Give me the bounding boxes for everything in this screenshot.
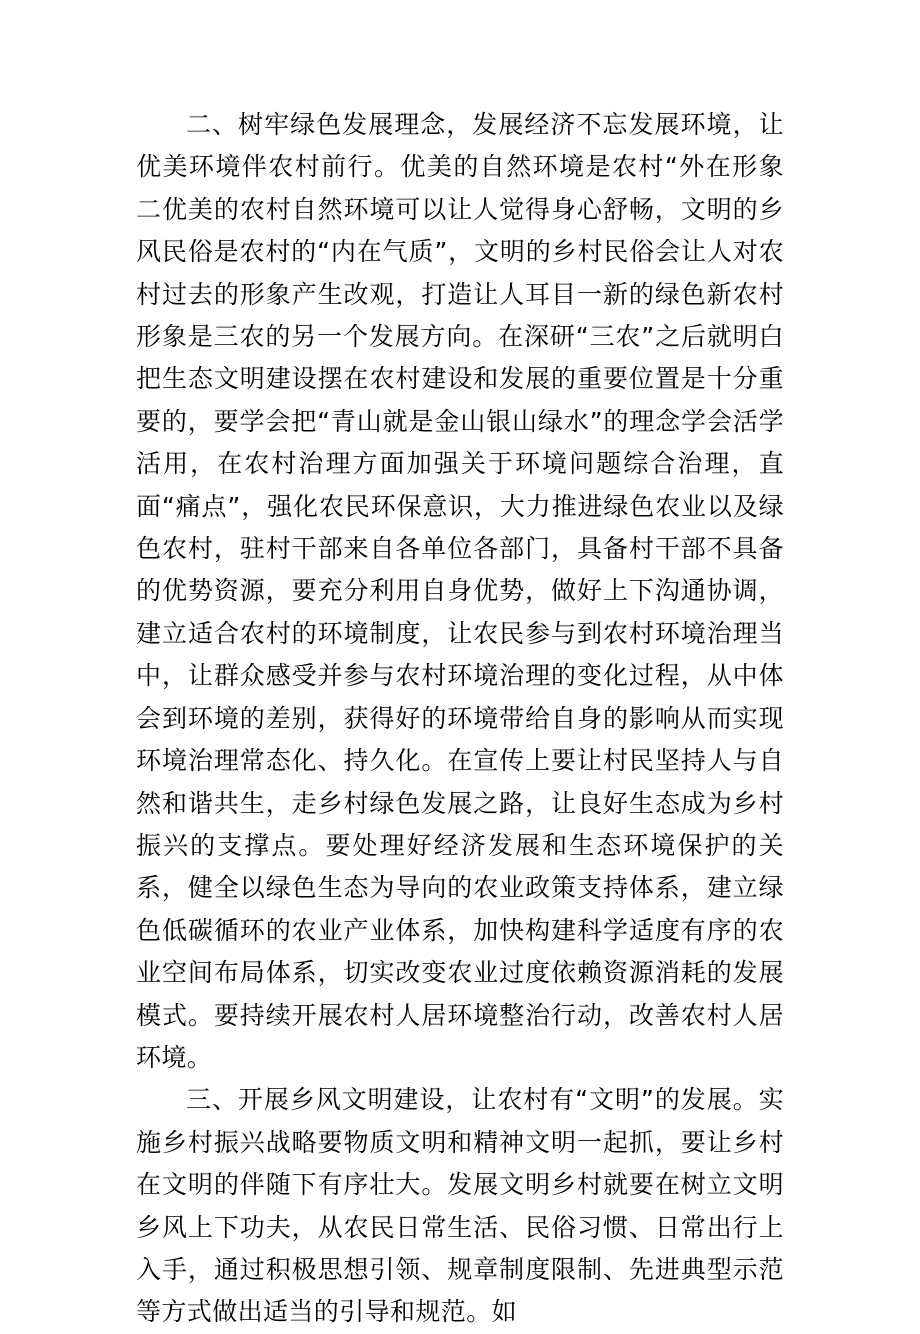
paragraph-rural-civilization: 三、开展乡风文明建设，让农村有“文明”的发展。实施乡村振兴战略要物质文明和精神文明一起抓，要让乡村在文明的伴随下有序壮大。发展文明乡村就要在树立文明乡风上下功夫，从农民日常生活、民俗习惯、日常出行上入手，通过积极思想引领、规章制度限制、先进典型示范等方式做出适当的引导和规范。如 [136, 1085, 784, 1327]
paragraph-green-development: 二、树牢绿色发展理念，发展经济不忘发展环境，让优美环境伴农村前行。优美的自然环境是农村“外在形象二优美的农村自然环境可以让人觉得身心舒畅，文明的乡风民俗是农村的“内在气质”，文明的乡村民俗会让人对农村过去的形象产生改观，打造让人耳目一新的绿色新农村形象是三农的另一个发展方向。在深研“三农”之后就明白把生态文明建设摆在农村建设和发展的重要位置是十分重要的，要学会把“青山就是金山银山绿水”的理念学会活学活用，在农村治理方面加强关于环境问题综合治理，直面“痛点”，强化农民环保意识，大力推进绿色农业以及绿色农村，驻村干部来自各单位各部门，具备村干部不具备的优势资源，要充分利用自身优势，做好上下沟通协调，建立适合农村的环境制度，让农民参与到农村环境治理当中，让群众感受并参与农村环境治理的变化过程，从中体会到环境的差别，获得好的环境带给自身的影响从而实现环境治理常态化、持久化。在宣传上要让村民坚持人与自然和谐共生，走乡村绿色发展之路，让良好生态成为乡村振兴的支撑点。要处理好经济发展和生态环境保护的关系，健全以绿色生态为导向的农业政策支持体系，建立绿色低碳循环的农业产业体系，加快构建科学适度有序的农业空间布局体系，切实改变农业过度依赖资源消耗的发展模式。要持续开展农村人居环境整治行动，改善农村人居环境。 [136, 110, 784, 1072]
document-page [136, 104, 784, 1334]
